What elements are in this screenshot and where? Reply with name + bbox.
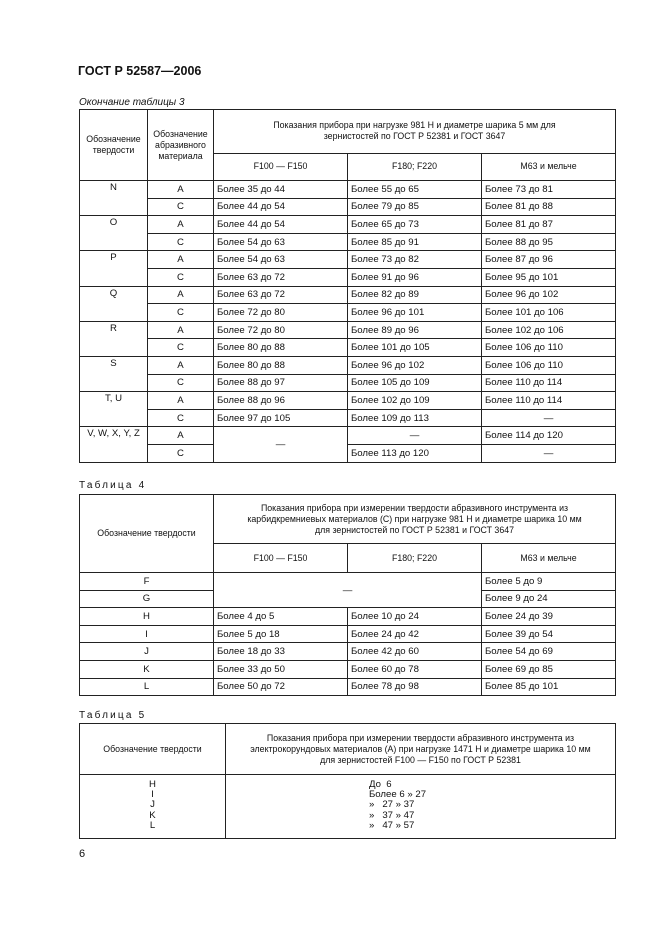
table3-header-col1: F100 — F150: [214, 153, 348, 180]
table4-merged-dash: —: [214, 573, 482, 608]
table-3: [79, 109, 616, 463]
table3-hardness: P: [80, 251, 148, 286]
table5-value: До 6: [369, 779, 392, 790]
table3-cell: Более 73 до 81: [482, 181, 616, 199]
table4-hardness: H: [80, 608, 214, 626]
table3-cell: Более 35 до 44: [214, 181, 348, 199]
page-number: 6: [79, 848, 86, 860]
table5-header-group: Показания прибора при измерении твердости абразивного инструмента из электрокорундовых материалов (А) при нагрузке 1471 Н и диаметре шарика 10 мм для зернистостей F100 — F150 по ГОСТ Р 52381: [226, 724, 616, 775]
table3-cell: Более 95 до 101: [482, 268, 616, 286]
table3-cell: Более 80 до 88: [214, 356, 348, 374]
table3-cell: Более 101 до 105: [348, 339, 482, 357]
table3-cell: Более 65 до 73: [348, 216, 482, 234]
table5-value: » 47 » 57: [369, 819, 415, 831]
table3-cell: Более 81 до 88: [482, 198, 616, 216]
table4-hardness-g: G: [80, 590, 214, 608]
table-5: [79, 723, 616, 839]
table3-cell: Более 79 до 85: [348, 198, 482, 216]
table3-material: С: [148, 339, 214, 357]
table-row: [80, 286, 616, 304]
table5-header-hardness: Обозначение твердости: [80, 724, 226, 775]
table3-cell: Более 89 до 96: [348, 321, 482, 339]
table3-material: А: [148, 286, 214, 304]
table3-cell: Более 82 до 89: [348, 286, 482, 304]
table3-material: А: [148, 181, 214, 199]
table3-hardness-vwxyz: V, W, X, Y, Z: [80, 427, 148, 462]
table4-cell: Более 42 до 60: [348, 643, 482, 661]
table4-cell: Более 5 до 18: [214, 625, 348, 643]
table-row: [80, 321, 616, 339]
table3-material-a: А: [148, 427, 214, 445]
table3-header-hardness: Обозначение твердости: [80, 110, 148, 181]
table3-cell: —: [482, 409, 616, 427]
table5-hardness: K: [149, 809, 156, 821]
table3-cell: —: [482, 444, 616, 462]
table4-header-col3: М63 и мельче: [482, 544, 616, 573]
table3-cell: Более 106 до 110: [482, 356, 616, 374]
table-row: [80, 251, 616, 269]
table-row: [80, 608, 616, 626]
table3-cell: Более 63 до 72: [214, 268, 348, 286]
table-row: [80, 427, 616, 445]
table3-cell: Более 101 до 106: [482, 304, 616, 322]
table4-hardness: L: [80, 678, 214, 696]
table3-merged-dash: —: [214, 427, 348, 462]
table3-cell: Более 97 до 105: [214, 409, 348, 427]
table3-cell: Более 109 до 113: [348, 409, 482, 427]
table3-body: [80, 181, 616, 427]
table-row: [80, 392, 616, 410]
table3-cell: Более 73 до 82: [348, 251, 482, 269]
table4-cell: Более 60 до 78: [348, 660, 482, 678]
table3-caption: Окончание таблицы 3: [79, 97, 185, 108]
table3-cell: Более 96 до 101: [348, 304, 482, 322]
table-row: [80, 356, 616, 374]
table4-header-group: Показания прибора при измерении твердости абразивного инструмента из карбидкремниевых материалов (С) при нагрузке 981 Н и диаметре шарика 10 мм для зернистостей по ГОСТ Р 52381 и ГОСТ 3647: [214, 495, 616, 544]
table4-cell: Более 5 до 9: [482, 573, 616, 591]
table4-header-hardness: Обозначение твердости: [80, 495, 214, 573]
table3-cell: Более 102 до 109: [348, 392, 482, 410]
table5-value: » 37 » 47: [369, 809, 415, 821]
table3-cell: Более 110 до 114: [482, 374, 616, 392]
table4-caption: Таблица 4: [79, 480, 147, 491]
table5-hardness: I: [151, 789, 154, 801]
table-row: [80, 233, 616, 251]
table3-material: С: [148, 304, 214, 322]
table-row: [80, 304, 616, 322]
table-row: [80, 374, 616, 392]
table4-cell: Более 39 до 54: [482, 625, 616, 643]
table4-cell: Более 18 до 33: [214, 643, 348, 661]
table3-cell: Более 106 до 110: [482, 339, 616, 357]
table3-material-c: С: [148, 444, 214, 462]
table4-cell: Более 24 до 42: [348, 625, 482, 643]
table4-cell: Более 33 до 50: [214, 660, 348, 678]
table3-cell: Более 96 до 102: [482, 286, 616, 304]
table-row: [80, 409, 616, 427]
table3-cell: Более 80 до 88: [214, 339, 348, 357]
table3-cell: Более 44 до 54: [214, 198, 348, 216]
table3-cell: Более 54 до 63: [214, 233, 348, 251]
table4-header-col1: F100 — F150: [214, 544, 348, 573]
table3-cell: Более 113 до 120: [348, 444, 482, 462]
table4-cell: Более 9 до 24: [482, 590, 616, 608]
table5-caption: Таблица 5: [79, 710, 147, 721]
table4-cell: Более 78 до 98: [348, 678, 482, 696]
table4-cell: Более 24 до 39: [482, 608, 616, 626]
table3-cell: Более 63 до 72: [214, 286, 348, 304]
table3-hardness: N: [80, 181, 148, 216]
table4-cell: Более 10 до 24: [348, 608, 482, 626]
table3-cell: Более 54 до 63: [214, 251, 348, 269]
table3-hardness: R: [80, 321, 148, 356]
table5-value-list: [226, 775, 616, 839]
table3-cell: Более 55 до 65: [348, 181, 482, 199]
document-header: ГОСТ Р 52587—2006: [78, 64, 202, 78]
table3-cell: Более 88 до 97: [214, 374, 348, 392]
table5-value: Более 6 » 27: [369, 789, 427, 801]
table4-header-col2: F180; F220: [348, 544, 482, 573]
table3-header-col3: М63 и мельче: [482, 153, 616, 180]
table3-cell: Более 44 до 54: [214, 216, 348, 234]
table3-cell: Более 88 до 95: [482, 233, 616, 251]
table5-hardness: H: [149, 779, 156, 790]
table5-value: » 27 » 37: [369, 799, 415, 811]
table5-hardness: J: [150, 799, 155, 811]
table4-cell: Более 69 до 85: [482, 660, 616, 678]
table3-material: С: [148, 268, 214, 286]
table3-cell: Более 81 до 87: [482, 216, 616, 234]
table3-header-col2: F180; F220: [348, 153, 482, 180]
table3-cell: Более 110 до 114: [482, 392, 616, 410]
table4-cell: Более 85 до 101: [482, 678, 616, 696]
table3-cell: Более 105 до 109: [348, 374, 482, 392]
table3-material: С: [148, 233, 214, 251]
table4-hardness-f: F: [80, 573, 214, 591]
table4-hardness: J: [80, 643, 214, 661]
table3-cell: Более 91 до 96: [348, 268, 482, 286]
table4-cell: Более 50 до 72: [214, 678, 348, 696]
table-row: [80, 216, 616, 234]
table4-cell: Более 4 до 5: [214, 608, 348, 626]
table-row: [80, 573, 616, 591]
table3-material: А: [148, 392, 214, 410]
table-row: [80, 660, 616, 678]
table5-hardness-list: [80, 775, 226, 839]
table3-cell: Более 87 до 96: [482, 251, 616, 269]
table3-hardness: T, U: [80, 392, 148, 427]
table3-material: А: [148, 251, 214, 269]
table3-cell: Более 102 до 106: [482, 321, 616, 339]
table3-header-material: Обозначение абразивного материала: [148, 110, 214, 181]
table3-hardness: Q: [80, 286, 148, 321]
table4-body: [80, 608, 616, 696]
table3-header-group: Показания прибора при нагрузке 981 Н и диаметре шарика 5 мм для зернистостей по ГОСТ Р 52381 и ГОСТ 3647: [214, 110, 616, 154]
table-row: [80, 643, 616, 661]
table3-material: С: [148, 409, 214, 427]
table3-cell: Более 72 до 80: [214, 304, 348, 322]
table3-cell: —: [348, 427, 482, 445]
table-row: [80, 444, 616, 462]
table-row: [80, 678, 616, 696]
table3-hardness: O: [80, 216, 148, 251]
table4-cell: Более 54 до 69: [482, 643, 616, 661]
table-row: [80, 268, 616, 286]
table3-material: А: [148, 321, 214, 339]
table-row: [80, 198, 616, 216]
table4-hardness: K: [80, 660, 214, 678]
table3-cell: Более 88 до 96: [214, 392, 348, 410]
table4-hardness: I: [80, 625, 214, 643]
table3-material: А: [148, 216, 214, 234]
table-row: [80, 181, 616, 199]
table5-hardness: L: [149, 819, 156, 831]
table3-material: А: [148, 356, 214, 374]
table-row: [80, 339, 616, 357]
table3-cell: Более 85 до 91: [348, 233, 482, 251]
table3-cell: Более 72 до 80: [214, 321, 348, 339]
table3-hardness: S: [80, 356, 148, 391]
table3-material: С: [148, 198, 214, 216]
table3-cell: Более 114 до 120: [482, 427, 616, 445]
table-4: [79, 494, 616, 696]
table3-cell: Более 96 до 102: [348, 356, 482, 374]
table3-material: С: [148, 374, 214, 392]
table-row: [80, 625, 616, 643]
